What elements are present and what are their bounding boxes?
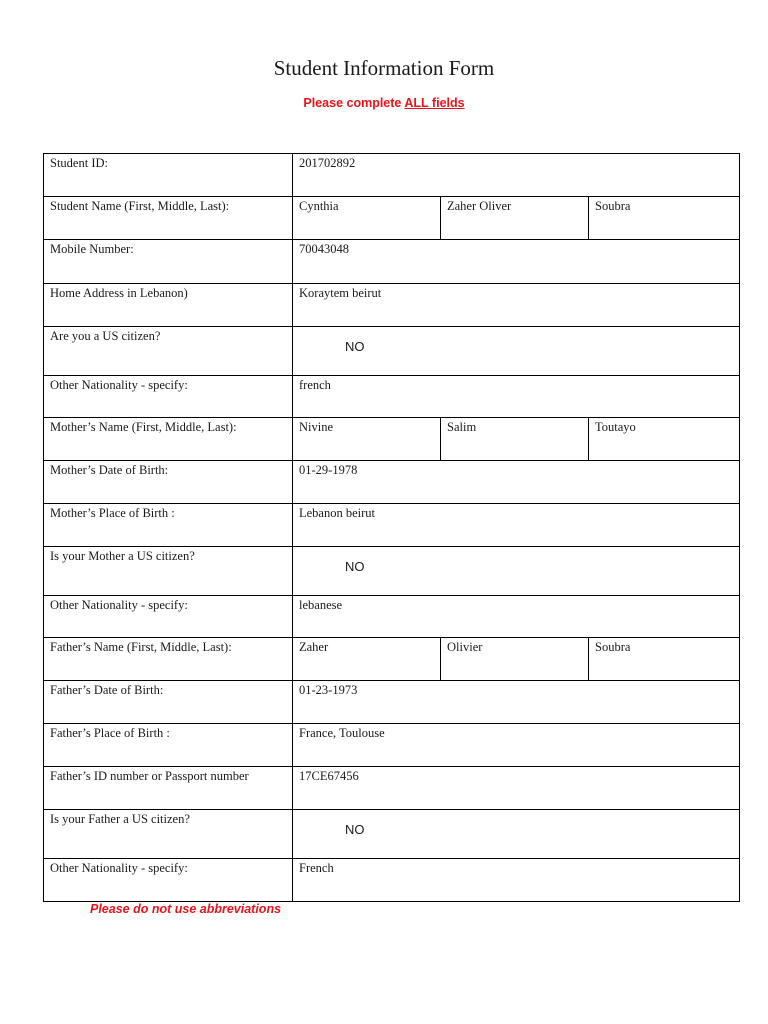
father-last-name-field[interactable]: Soubra [589,638,740,681]
field-label: Other Nationality - specify: [44,596,293,638]
table-row [44,767,740,810]
table-row [44,681,740,724]
field-label: Student Name (First, Middle, Last): [44,197,293,240]
other-nationality-field[interactable]: french [293,376,740,418]
instruction-prefix: Please complete [303,96,405,110]
student-middle-name-field[interactable]: Zaher Oliver [441,197,589,240]
student-info-table [43,153,740,902]
field-label: Other Nationality - specify: [44,376,293,418]
student-id-field[interactable]: 201702892 [293,154,740,197]
field-label: Father’s Date of Birth: [44,681,293,724]
table-row [44,596,740,638]
mother-last-name-field[interactable]: Toutayo [589,418,740,461]
student-first-name-field[interactable]: Cynthia [293,197,441,240]
table-row [44,547,740,596]
field-label: Father’s Name (First, Middle, Last): [44,638,293,681]
table-row [44,197,740,240]
table-row [44,376,740,418]
form-title: Student Information Form [273,56,495,80]
mobile-number-field[interactable]: 70043048 [293,240,740,284]
field-label: Mother’s Name (First, Middle, Last): [44,418,293,461]
mother-birthplace-field[interactable]: Lebanon beirut [293,504,740,547]
field-label: Mobile Number: [44,240,293,284]
mother-first-name-field[interactable]: Nivine [293,418,441,461]
us-citizen-field[interactable] [293,327,740,376]
field-label: Father’s Place of Birth : [44,724,293,767]
abbreviation-note: Please do not use abbreviations [90,902,282,916]
father-middle-name-field[interactable]: Olivier [441,638,589,681]
mother-us-citizen-field[interactable] [293,547,740,596]
us-citizen-value: NO [345,339,365,354]
father-birthplace-field[interactable]: France, Toulouse [293,724,740,767]
table-row [44,240,740,284]
father-us-citizen-field[interactable] [293,810,740,859]
field-label: Mother’s Date of Birth: [44,461,293,504]
field-label: Home Address in Lebanon) [44,284,293,327]
field-label: Mother’s Place of Birth : [44,504,293,547]
home-address-field[interactable]: Koraytem beirut [293,284,740,327]
table-row [44,724,740,767]
table-row [44,810,740,859]
mother-dob-field[interactable]: 01-29-1978 [293,461,740,504]
father-id-field[interactable]: 17CE67456 [293,767,740,810]
field-label: Other Nationality - specify: [44,859,293,902]
father-dob-field[interactable]: 01-23-1973 [293,681,740,724]
table-row [44,327,740,376]
father-first-name-field[interactable]: Zaher [293,638,441,681]
father-nationality-field[interactable]: French [293,859,740,902]
field-label: Is your Father a US citizen? [44,810,293,859]
field-label: Is your Mother a US citizen? [44,547,293,596]
mother-middle-name-field[interactable]: Salim [441,418,589,461]
instruction-text [0,96,768,110]
student-last-name-field[interactable]: Soubra [589,197,740,240]
table-row [44,859,740,902]
field-label: Student ID: [44,154,293,197]
field-label: Father’s ID number or Passport number [44,767,293,810]
table-row [44,418,740,461]
father-us-citizen-value: NO [345,822,365,837]
instruction-emphasis: ALL fields [404,96,465,110]
table-row [44,284,740,327]
table-row [44,504,740,547]
mother-nationality-field[interactable]: lebanese [293,596,740,638]
field-label: Are you a US citizen? [44,327,293,376]
mother-us-citizen-value: NO [345,559,365,574]
table-row [44,638,740,681]
table-row [44,461,740,504]
table-row [44,154,740,197]
